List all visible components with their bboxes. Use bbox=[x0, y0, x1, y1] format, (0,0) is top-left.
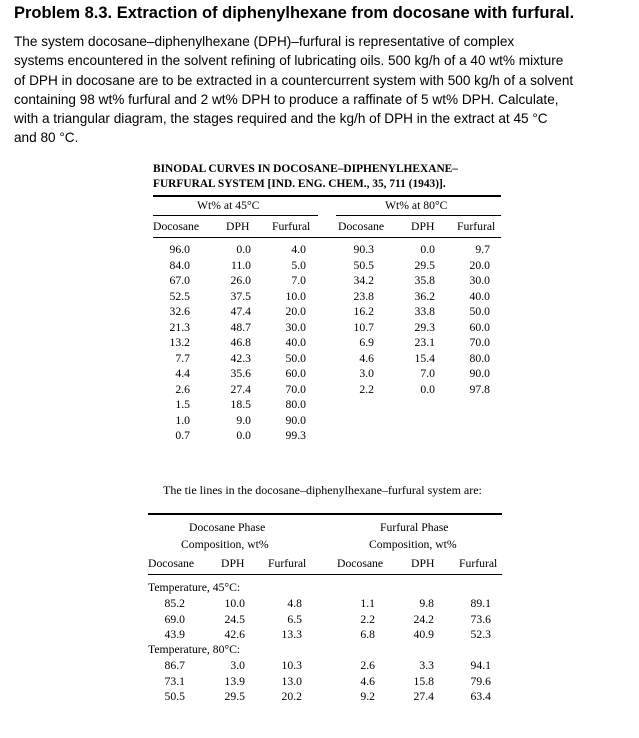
table-cell: 40.0 bbox=[469, 289, 490, 303]
docosane-phase-sublabel: Composition, wt% bbox=[181, 538, 269, 551]
table-cell: 16.2 bbox=[353, 305, 374, 318]
table-cell: 2.6 bbox=[175, 382, 190, 396]
tie-cell-45-r0-c1: 10.0 bbox=[224, 597, 245, 610]
table-cell: 60.0 bbox=[285, 367, 306, 380]
table-cell: 50.0 bbox=[469, 305, 490, 318]
tie-cell-80-r1-c0: 73.1 bbox=[164, 674, 185, 688]
tie-cell-45-r1-c3: 2.2 bbox=[360, 612, 375, 626]
problem-title: Problem 8.3. Extraction of diphenylhexane from docosane with furfural. bbox=[14, 4, 575, 22]
binodal-col-docosane-80 bbox=[354, 242, 374, 397]
table-cell: 99.3 bbox=[285, 429, 306, 442]
binodal-group45-rule bbox=[153, 215, 318, 216]
tie-cell-45-r2-c2: 13.3 bbox=[281, 628, 302, 641]
tie-cell-45-r2-c1: 42.6 bbox=[224, 628, 245, 641]
table-cell: 90.0 bbox=[285, 413, 306, 427]
table-cell: 42.3 bbox=[230, 351, 251, 365]
tie-cell-45-r2-c0: 43.9 bbox=[164, 628, 185, 641]
temp45-label: Temperature, 45°C: bbox=[148, 581, 241, 594]
tie-cell-45-r2-c4: 40.9 bbox=[413, 628, 434, 641]
table-cell: 4.0 bbox=[291, 243, 306, 256]
table-cell: 35.6 bbox=[230, 367, 251, 380]
tie-cell-80-r0-c2: 10.3 bbox=[281, 659, 302, 672]
table-cell: 4.4 bbox=[175, 367, 190, 380]
table-cell: 97.8 bbox=[469, 382, 490, 396]
tielines-header-rule bbox=[148, 574, 502, 575]
table-cell: 0.0 bbox=[236, 243, 251, 256]
table-cell: 30.0 bbox=[285, 320, 306, 334]
docosane-phase-label: Docosane Phase bbox=[189, 521, 266, 534]
tie-cell-45-r0-c5: 89.1 bbox=[470, 597, 491, 610]
table-cell: 80.0 bbox=[285, 398, 306, 411]
table-cell: 10.7 bbox=[353, 320, 374, 334]
tie-cell-80-r1-c5: 79.6 bbox=[470, 674, 491, 688]
table-cell: 96.0 bbox=[169, 243, 190, 256]
table-cell: 70.0 bbox=[469, 336, 490, 349]
tie-cell-80-r0-c1: 3.0 bbox=[230, 659, 245, 672]
table-cell: 2.2 bbox=[359, 382, 374, 396]
tie-cell-80-r0-c3: 2.6 bbox=[360, 659, 375, 672]
temp80-label: Temperature, 80°C: bbox=[148, 643, 241, 656]
table-cell: 18.5 bbox=[230, 398, 251, 411]
binodal-col-docosane-45 bbox=[170, 242, 190, 444]
tie-cell-45-r0-c2: 4.8 bbox=[287, 597, 302, 610]
binodal-header-furfural-80: Furfural bbox=[457, 220, 496, 233]
table-cell: 7.0 bbox=[420, 367, 435, 380]
table-cell: 9.7 bbox=[475, 243, 490, 256]
binodal-caption bbox=[153, 162, 458, 192]
table-cell: 0.0 bbox=[236, 429, 251, 442]
tielines-header-furfural-2: Furfural bbox=[459, 557, 498, 570]
tielines-intro: The tie lines in the docosane–diphenylhexane–furfural system are: bbox=[163, 483, 482, 497]
tie-cell-45-r2-c5: 52.3 bbox=[470, 628, 491, 641]
binodal-header-docosane-80: Docosane bbox=[338, 220, 385, 233]
tielines-top-rule bbox=[148, 513, 502, 515]
table-cell: 84.0 bbox=[169, 258, 190, 272]
tielines-header-docosane-2: Docosane bbox=[337, 557, 384, 570]
table-cell: 34.2 bbox=[353, 274, 374, 287]
binodal-caption-line-1: BINODAL CURVES IN DOCOSANE–DIPHENYLHEXANE– bbox=[153, 163, 458, 175]
statement-line-4: containing 98 wt% furfural and 2 wt% DPH to produce a raffinate of 5 wt% DPH. Calculate, bbox=[14, 91, 559, 107]
tielines-header-docosane-1: Docosane bbox=[148, 557, 195, 570]
table-cell: 23.1 bbox=[414, 336, 435, 349]
table-cell: 13.2 bbox=[169, 336, 190, 349]
table-cell: 7.0 bbox=[291, 274, 306, 287]
table-cell: 21.3 bbox=[169, 320, 190, 334]
statement-line-2: systems encountered in the solvent refining of lubricating oils. 500 kg/h of a 40 wt% mixture bbox=[14, 53, 564, 69]
tielines-header-dph-1: DPH bbox=[221, 557, 245, 570]
tie-cell-45-r0-c3: 1.1 bbox=[360, 597, 375, 610]
binodal-col-dph-45 bbox=[231, 242, 251, 444]
tie-cell-80-r1-c3: 4.6 bbox=[360, 674, 375, 688]
binodal-caption-line-2: FURFURAL SYSTEM [IND. ENG. CHEM., 35, 711 (1943)]. bbox=[153, 178, 446, 190]
table-cell: 0.0 bbox=[420, 243, 435, 256]
tielines-header-dph-2: DPH bbox=[411, 557, 435, 570]
table-cell: 0.7 bbox=[175, 429, 190, 442]
statement-line-5: with a triangular diagram, the stages required and the kg/h of DPH in the extract at 45 °C bbox=[14, 111, 548, 127]
statement-line-3: of DPH in docosane are to be extracted in a countercurrent system with 500 kg/h of a solvent bbox=[14, 72, 574, 88]
binodal-col-dph-80 bbox=[415, 242, 435, 397]
statement-line-6: and 80 °C. bbox=[14, 130, 79, 146]
table-cell: 50.5 bbox=[353, 258, 374, 272]
tie-cell-80-r2-c0: 50.5 bbox=[164, 690, 185, 703]
furfural-phase-label: Furfural Phase bbox=[380, 521, 449, 534]
furfural-phase-sublabel: Composition, wt% bbox=[369, 538, 457, 551]
binodal-header-dph-80: DPH bbox=[411, 220, 435, 233]
table-cell: 90.3 bbox=[353, 243, 374, 256]
binodal-group80-rule bbox=[336, 215, 501, 216]
tie-cell-45-r0-c4: 9.8 bbox=[419, 597, 434, 610]
table-cell: 6.9 bbox=[359, 336, 374, 349]
binodal-header-rule bbox=[153, 237, 501, 238]
table-cell: 46.8 bbox=[230, 336, 251, 349]
table-cell: 26.0 bbox=[230, 274, 251, 287]
tie-cell-80-r2-c5: 63.4 bbox=[470, 690, 491, 703]
table-cell: 48.7 bbox=[230, 320, 251, 334]
table-cell: 29.3 bbox=[414, 320, 435, 334]
table-cell: 50.0 bbox=[285, 351, 306, 365]
binodal-group45-label: Wt% at 45°C bbox=[197, 199, 260, 212]
statement-line-1: The system docosane–diphenylhexane (DPH)–furfural is representative of complex bbox=[14, 34, 515, 49]
tie-cell-45-r0-c0: 85.2 bbox=[164, 597, 185, 610]
tielines-header-furfural-1: Furfural bbox=[268, 557, 307, 570]
tie-cell-80-r2-c3: 9.2 bbox=[360, 690, 375, 703]
table-cell: 4.6 bbox=[359, 351, 374, 365]
table-cell: 20.0 bbox=[469, 258, 490, 272]
table-cell: 10.0 bbox=[285, 289, 306, 303]
table-cell: 1.0 bbox=[175, 413, 190, 427]
table-cell: 27.4 bbox=[230, 382, 251, 396]
table-cell: 30.0 bbox=[469, 274, 490, 287]
tie-cell-45-r1-c2: 6.5 bbox=[287, 612, 302, 626]
table-cell: 52.5 bbox=[169, 289, 190, 303]
binodal-col-furfural-45 bbox=[286, 242, 306, 444]
binodal-group80-label: Wt% at 80°C bbox=[385, 199, 448, 212]
tie-cell-80-r1-c1: 13.9 bbox=[224, 674, 245, 688]
tie-cell-80-r1-c4: 15.8 bbox=[413, 674, 434, 688]
tie-cell-80-r0-c0: 86.7 bbox=[164, 659, 185, 672]
binodal-col-furfural-80 bbox=[470, 242, 490, 397]
table-cell: 23.8 bbox=[353, 289, 374, 303]
table-cell: 40.0 bbox=[285, 336, 306, 349]
table-cell: 47.4 bbox=[230, 305, 251, 318]
table-cell: 33.8 bbox=[414, 305, 435, 318]
table-cell: 29.5 bbox=[414, 258, 435, 272]
table-cell: 1.5 bbox=[175, 398, 190, 411]
binodal-header-furfural-45: Furfural bbox=[272, 220, 311, 233]
table-cell: 37.5 bbox=[230, 289, 251, 303]
tie-cell-80-r0-c4: 3.3 bbox=[419, 659, 434, 672]
table-cell: 80.0 bbox=[469, 351, 490, 365]
tie-cell-80-r2-c4: 27.4 bbox=[413, 690, 434, 703]
tie-cell-45-r1-c0: 69.0 bbox=[164, 612, 185, 626]
table-cell: 90.0 bbox=[469, 367, 490, 380]
table-cell: 15.4 bbox=[414, 351, 435, 365]
tie-cell-80-r2-c1: 29.5 bbox=[224, 690, 245, 703]
tie-cell-80-r0-c5: 94.1 bbox=[470, 659, 491, 672]
table-cell: 36.2 bbox=[414, 289, 435, 303]
tie-cell-80-r2-c2: 20.2 bbox=[281, 690, 302, 703]
problem-statement bbox=[14, 32, 622, 148]
table-cell: 70.0 bbox=[285, 382, 306, 396]
tie-cell-45-r1-c1: 24.5 bbox=[224, 612, 245, 626]
binodal-header-dph-45: DPH bbox=[226, 220, 250, 233]
table-cell: 9.0 bbox=[236, 413, 251, 427]
table-cell: 3.0 bbox=[359, 367, 374, 380]
tie-cell-45-r2-c3: 6.8 bbox=[360, 628, 375, 641]
table-cell: 11.0 bbox=[230, 258, 251, 272]
table-cell: 60.0 bbox=[469, 320, 490, 334]
table-cell: 20.0 bbox=[285, 305, 306, 318]
tie-cell-45-r1-c4: 24.2 bbox=[413, 612, 434, 626]
table-cell: 32.6 bbox=[169, 305, 190, 318]
binodal-header-docosane-45: Docosane bbox=[153, 220, 200, 233]
table-cell: 67.0 bbox=[169, 274, 190, 287]
table-cell: 7.7 bbox=[175, 351, 190, 365]
binodal-top-rule bbox=[153, 195, 501, 197]
tie-cell-45-r1-c5: 73.6 bbox=[470, 612, 491, 626]
tie-cell-80-r1-c2: 13.0 bbox=[281, 674, 302, 688]
table-cell: 0.0 bbox=[420, 382, 435, 396]
table-cell: 5.0 bbox=[291, 258, 306, 272]
table-cell: 35.8 bbox=[414, 274, 435, 287]
